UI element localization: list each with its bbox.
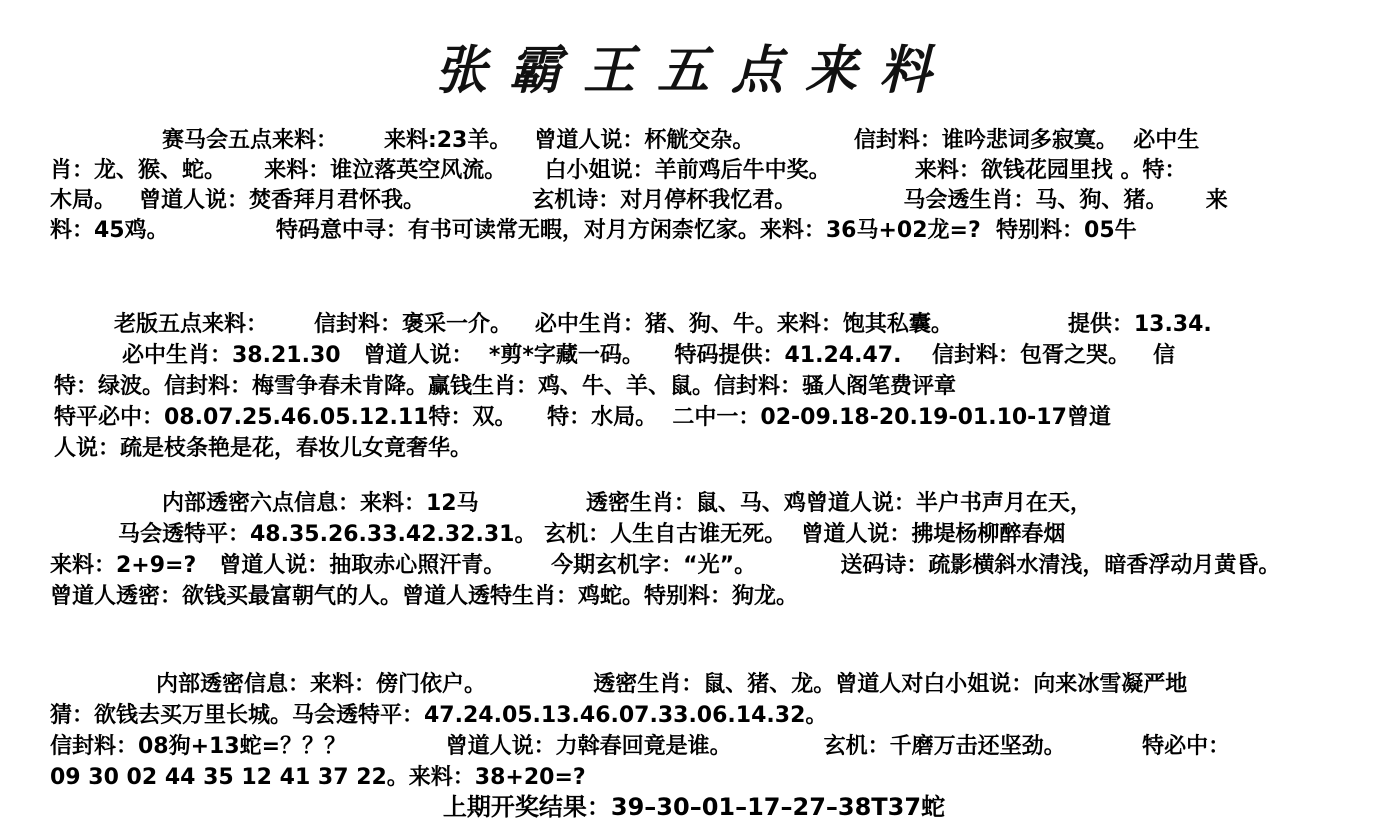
- section-1-line-4: 料：45鸡。 特码意中寻：有书可读常无暇，对月方闲柰忆家。来料：36马+02龙=? 特别料：05牛: [50, 218, 1137, 243]
- section-1-line-3: 木局。 曾道人说：焚香拜月君怀我。 玄机诗：对月停杯我忆君。 马会透生肖：马、狗、猪。 来: [50, 188, 1228, 213]
- section-4-line-3: 信封料：08狗+13蛇=？？？ 曾道人说：力斡春回竟是谁。 玄机：千磨万击还坚劲。 特必中：: [50, 734, 1231, 759]
- section-3-line-2: 马会透特平：48.35.26.33.42.32.31。 玄机：人生自古谁无死。 曾道人说：拂堤杨柳醉春烟: [118, 522, 1066, 547]
- section-4-line-2: 猜：欲钱去买万里长城。马会透特平：47.24.05.13.46.07.33.06.14.32。: [50, 703, 828, 728]
- section-3-line-1: 内部透密六点信息：来料：12马 透密生肖：鼠、马、鸡曾道人说：半户书声月在天，: [162, 491, 1092, 516]
- section-4-line-1: 内部透密信息：来料：傍门依户。 透密生肖：鼠、猪、龙。曾道人对白小姐说：向来冰雪凝严地: [156, 672, 1188, 697]
- previous-draw-result: 上期开奖结果：39–30–01–17–27–38T37蛇: [442, 793, 946, 821]
- section-1-line-1: 赛马会五点来料： 来料:23羊。 曾道人说：杯觥交杂。 信封料：谁吟悲词多寂寞。 必中生: [162, 128, 1200, 153]
- section-1-line-2: 肖：龙、猴、蛇。 来料：谁泣落英空风流。 白小姐说：羊前鸡后牛中奖。 来料：欲钱花园里找 。特：: [50, 158, 1187, 183]
- section-2-line-4: 特平必中：08.07.25.46.05.12.11特：双。 特：水局。 二中一：02-09.18-20.19-01.10-17曾道: [54, 405, 1111, 430]
- section-2-line-5: 人说：疏是枝条艳是花，春妆儿女竟奢华。: [54, 436, 473, 461]
- section-3-line-3: 来料：2+9=? 曾道人说：抽取赤心照汗青。 今期玄机字：“光”。 送码诗：疏影横斜水清浅，暗香浮动月黄昏。: [50, 553, 1281, 578]
- section-2-line-1: 老版五点来料： 信封料：褒采一介。 必中生肖：猪、狗、牛。来料：饱其私囊。 提供：13.34.: [114, 312, 1212, 337]
- section-4-line-4: 09 30 02 44 35 12 41 37 22。来料：38+20=?: [50, 765, 586, 790]
- page-title: 张霸王五点来料: [434, 40, 953, 101]
- section-2-line-2: 必中生肖：38.21.30 曾道人说： *剪*字藏一码。 特码提供：41.24.47. 信封料：包胥之哭。 信: [122, 343, 1176, 368]
- section-3-line-4: 曾道人透密：欲钱买最富朝气的人。曾道人透特生肖：鸡蛇。特别料：狗龙。: [50, 584, 799, 609]
- section-2-line-3: 特：绿波。信封料：梅雪争春未肯降。赢钱生肖：鸡、牛、羊、鼠。信封料：骚人阁笔费评章: [54, 374, 957, 399]
